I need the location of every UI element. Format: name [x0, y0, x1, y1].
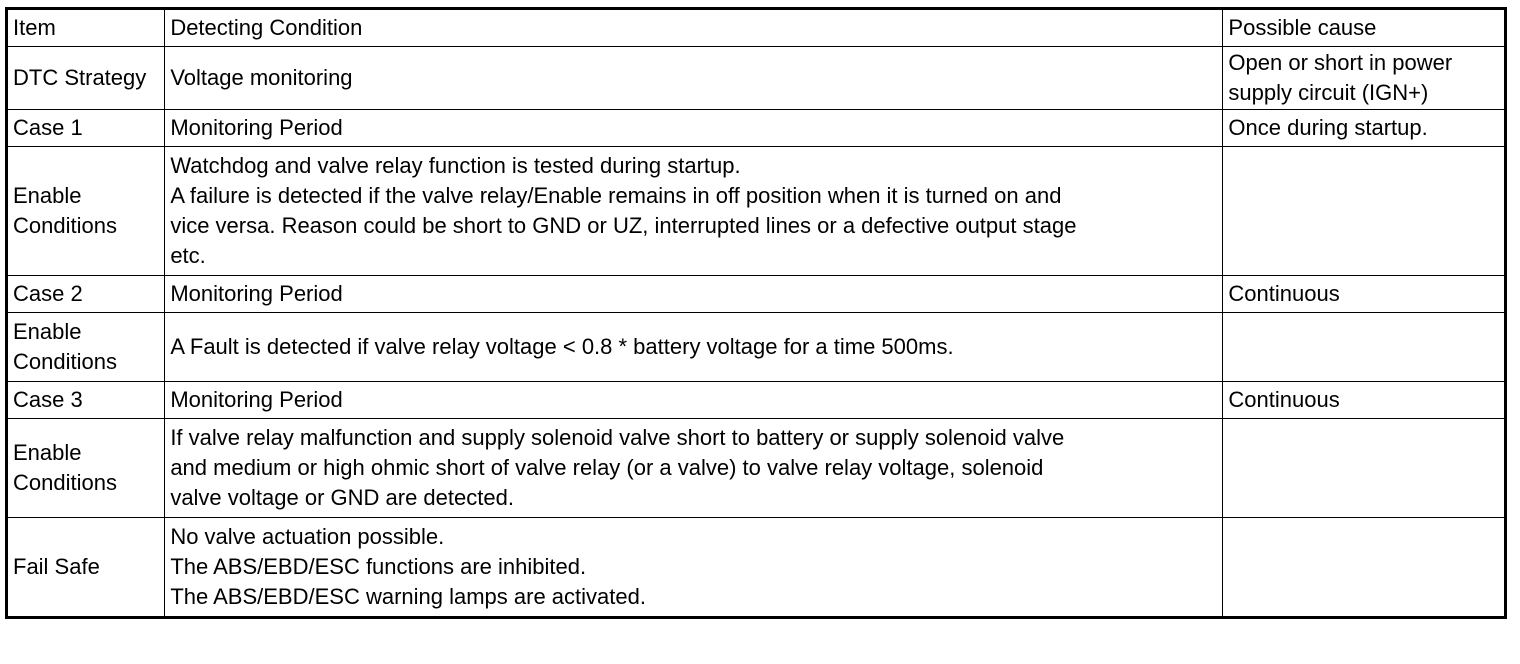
condition-cell — [165, 419, 1223, 518]
table-header-row — [7, 9, 1506, 47]
condition-text: Monitoring Period — [170, 115, 343, 140]
cause-text: Continuous — [1228, 387, 1340, 412]
condition-cell — [165, 147, 1223, 276]
item-text: Case 2 — [13, 281, 83, 306]
dtc-table-container — [5, 7, 1507, 619]
cause-cell — [1223, 382, 1506, 419]
item-text: Conditions — [13, 349, 117, 374]
condition-text: Watchdog and valve relay function is tested during startup. — [170, 153, 741, 178]
condition-text: The ABS/EBD/ESC functions are inhibited. — [170, 554, 587, 579]
item-text: Conditions — [13, 213, 117, 238]
cause-cell — [1223, 276, 1506, 313]
table-row — [7, 313, 1506, 382]
dtc-table — [5, 7, 1507, 619]
condition-cell — [165, 518, 1223, 618]
condition-cell — [165, 276, 1223, 313]
condition-text: Monitoring Period — [170, 281, 343, 306]
cause-text: Open or short in power — [1228, 50, 1453, 75]
condition-text: and medium or high ohmic short of valve relay (or a valve) to valve relay voltage, solenoid — [170, 455, 1044, 480]
header-detecting-condition: Detecting Condition — [165, 9, 1223, 47]
item-cell — [7, 518, 165, 618]
table-row — [7, 518, 1506, 618]
cause-cell — [1223, 110, 1506, 147]
condition-text: If valve relay malfunction and supply solenoid valve short to battery or supply solenoid valve — [170, 425, 1065, 450]
header-possible-cause: Possible cause — [1223, 9, 1506, 47]
item-cell — [7, 382, 165, 419]
condition-cell — [165, 47, 1223, 110]
condition-text: etc. — [170, 243, 206, 268]
condition-text: A Fault is detected if valve relay voltage < 0.8 * battery voltage for a time 500ms. — [170, 334, 954, 359]
table-row — [7, 47, 1506, 110]
table-row — [7, 110, 1506, 147]
table-row — [7, 419, 1506, 518]
condition-cell — [165, 110, 1223, 147]
table-row — [7, 147, 1506, 276]
cause-text: Once during startup. — [1228, 115, 1428, 140]
condition-text: The ABS/EBD/ESC warning lamps are activated. — [170, 584, 646, 609]
item-cell — [7, 110, 165, 147]
table-row — [7, 382, 1506, 419]
header-item: Item — [7, 9, 165, 47]
cause-text: supply circuit (IGN+) — [1228, 80, 1429, 105]
condition-text: valve voltage or GND are detected. — [170, 485, 514, 510]
condition-text: Voltage monitoring — [170, 65, 353, 90]
condition-text: Monitoring Period — [170, 387, 343, 412]
condition-text: vice versa. Reason could be short to GND or UZ, interrupted lines or a defective output stage — [170, 213, 1077, 238]
item-text: Case 3 — [13, 387, 83, 412]
item-cell — [7, 147, 165, 276]
item-text: Fail Safe — [13, 554, 100, 579]
item-text: Enable — [13, 183, 82, 208]
item-text: Case 1 — [13, 115, 83, 140]
cause-cell — [1223, 419, 1506, 518]
condition-cell — [165, 382, 1223, 419]
cause-cell — [1223, 47, 1506, 110]
condition-text: No valve actuation possible. — [170, 524, 445, 549]
item-text: Enable — [13, 440, 82, 465]
item-text: DTC Strategy — [13, 65, 147, 90]
cause-cell — [1223, 147, 1506, 276]
item-cell — [7, 276, 165, 313]
cause-cell — [1223, 313, 1506, 382]
item-cell — [7, 47, 165, 110]
condition-cell — [165, 313, 1223, 382]
item-cell — [7, 419, 165, 518]
table-row — [7, 276, 1506, 313]
condition-text: A failure is detected if the valve relay/Enable remains in off position when it is turned on and — [170, 183, 1062, 208]
item-cell — [7, 313, 165, 382]
item-text: Conditions — [13, 470, 117, 495]
cause-text: Continuous — [1228, 281, 1340, 306]
item-text: Enable — [13, 319, 82, 344]
cause-cell — [1223, 518, 1506, 618]
